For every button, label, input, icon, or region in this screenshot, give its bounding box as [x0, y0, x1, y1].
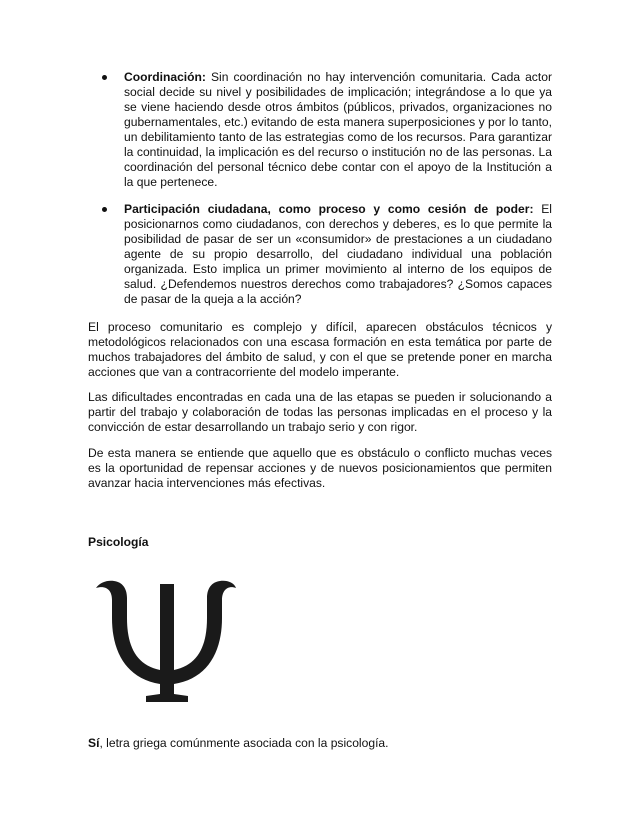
body-paragraph: Las dificultades encontradas en cada una de las etapas se pueden ir solucionando a partir del trabajo y colaboración de todas las personas implicadas en el proceso y la convicción de estar desarrollando un trabajo serio y con rigor.	[88, 390, 552, 434]
caption-text: , letra griega comúnmente asociada con la psicología.	[99, 736, 389, 750]
list-item	[88, 202, 552, 307]
bullet-list	[88, 70, 552, 307]
section-heading: Psicología	[88, 535, 149, 549]
body-paragraph: De esta manera se entiende que aquello que es obstáculo o conflicto muchas veces es la oportunidad de repensar acciones y de nuevos posicionamientos que permiten avanzar hacia intervenciones más efectivas.	[88, 446, 552, 490]
bullet-text: Sin coordinación no hay intervención comunitaria. Cada actor social decide su nivel y posibilidades de implicación; integrándose a lo que ya se viene haciendo desde otros ámbitos (públicos, privados, organizaciones no gubernamentales, etc.) evitando de esta manera superposiciones y por lo tanto, un debilitamiento tanto de las estrategias como de los recursos. Para garantizar la continuidad, la implicación es del recurso o institución no de las personas. La coordinación del personal técnico debe contar con el apoyo de la Institución a la que pertenece.	[124, 70, 552, 189]
psi-letter-icon	[94, 566, 238, 710]
figure-caption	[88, 736, 389, 751]
list-item	[88, 70, 552, 190]
caption-term: Sí	[88, 736, 100, 750]
bullet-term: Participación ciudadana, como proceso y como cesión de poder:	[124, 202, 534, 216]
body-paragraph: El proceso comunitario es complejo y difícil, aparecen obstáculos técnicos y metodológicos relacionados con una escasa formación en esta temática por parte de muchos trabajadores del ámbito de salud, y con el que se pretende poner en marcha acciones que van a contracorriente del modelo imperante.	[88, 320, 552, 379]
bullet-icon	[102, 75, 107, 80]
bullet-icon	[102, 207, 107, 212]
bullet-text: El posicionarnos como ciudadanos, con derechos y deberes, es lo que permite la posibilidad de pasar de ser un «consumidor» de prestaciones a un ciudadano agente de su propio desarrollo, del ciudadano individual una población organizada. Esto implica un primer movimiento al interno de los equipos de salud. ¿Defendemos nuestros derechos como trabajadores? ¿Somos capaces de pasar de la queja a la acción?	[124, 202, 552, 306]
bullet-term: Coordinación:	[124, 70, 206, 84]
